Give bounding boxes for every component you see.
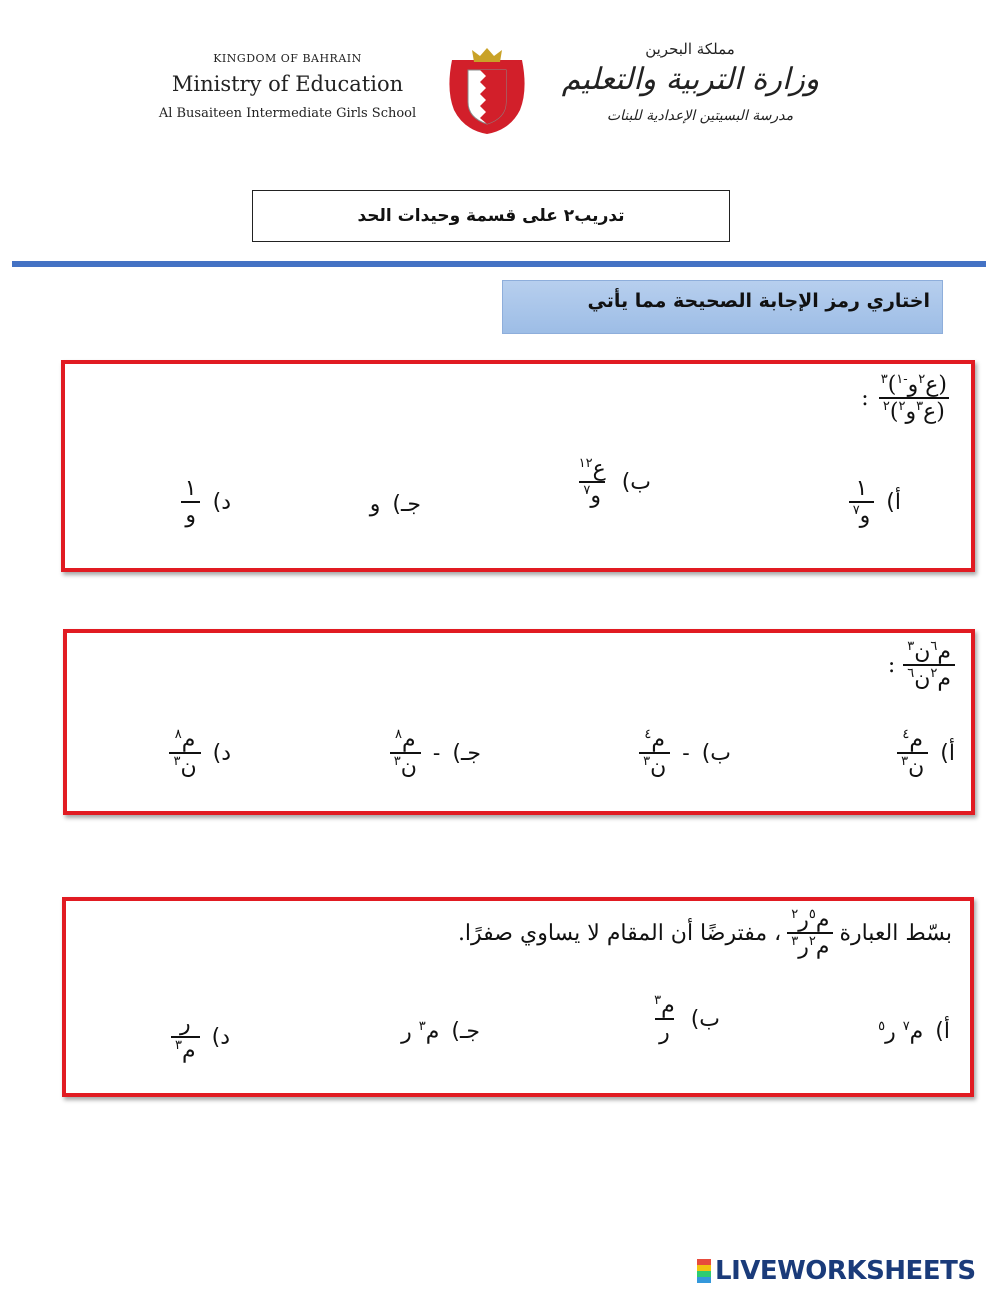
q3-option-d[interactable]: [171, 1011, 230, 1063]
instruction-banner: [502, 280, 943, 334]
q3-option-c[interactable]: جـ) م$^٣$ ر: [401, 1019, 480, 1045]
q2-option-b[interactable]: [639, 727, 731, 780]
q2-option-a[interactable]: [897, 727, 955, 780]
q1-c-value: و: [369, 492, 381, 517]
q3-d-label: د): [211, 1024, 230, 1050]
q2-option-d[interactable]: [169, 727, 231, 780]
q2-b-sign: -: [682, 740, 690, 766]
blue-divider: [12, 261, 986, 267]
q2-stem-fraction: $\frac{م^٦ن^٣}{م^٢ن^٦}$: [903, 639, 955, 692]
q2-a-label: أ): [940, 740, 955, 766]
q1-d-frac: $\frac{١}{\text{و}}$: [181, 476, 201, 528]
question-3: [62, 897, 974, 1097]
q1-a-label: أ): [886, 489, 901, 515]
q3-suffix: ، مفترضًا أن المقام لا يساوي صفرًا.: [457, 920, 782, 946]
q3-b-label: ب): [690, 1006, 720, 1032]
bahrain-crest-icon: [444, 40, 530, 136]
ministry-en: Ministry of Education: [171, 72, 404, 96]
q3-expression: $\frac{م^٥ر^٢}{م^٢ر^٣}$: [787, 907, 833, 960]
question-2: [63, 629, 975, 815]
q3-prompt: [458, 907, 952, 960]
q1-b-frac: $\frac{ع^{١٢}}{و^٧}$: [578, 456, 606, 509]
q2-c-frac: $\frac{م^٨}{ن^٣}$: [390, 727, 421, 780]
q1-option-a[interactable]: [849, 476, 901, 528]
q2-colon: :: [887, 652, 896, 678]
q2-stem: [888, 639, 955, 692]
q1-a-frac: $\frac{١}{و^٧}$: [849, 476, 875, 528]
kingdom-en: KINGDOM OF BAHRAIN: [213, 52, 362, 65]
q2-c-label: جـ): [452, 740, 481, 766]
q3-prefix: بسّط العبارة: [839, 920, 952, 946]
q3-d-frac: $\frac{\text{ر}}{م^٣}$: [171, 1011, 200, 1063]
q1-b-label: ب): [621, 469, 651, 495]
q1-stem: [861, 372, 951, 425]
q2-d-label: د): [212, 740, 231, 766]
q3-c-label: جـ): [451, 1019, 480, 1045]
q2-d-frac: $\frac{م^٨}{ن^٣}$: [169, 727, 200, 780]
q1-d-label: د): [212, 489, 231, 515]
q1-option-b[interactable]: [575, 456, 651, 509]
liveworksheets-logo-icon: [697, 1259, 711, 1283]
q1-colon: :: [861, 385, 869, 411]
worksheet-title: [252, 190, 730, 242]
q2-option-c[interactable]: [390, 727, 481, 780]
school-ar: مدرسة البسيتين الإعدادية للبنات: [606, 108, 794, 124]
instruction-text: اختاري رمز الإجابة الصحيحة مما يأتي: [587, 290, 930, 312]
q2-a-frac: $\frac{م^٤}{ن^٣}$: [897, 727, 928, 780]
q1-c-label: جـ): [392, 492, 421, 517]
kingdom-ar: مملكة البحرين: [645, 40, 735, 58]
ministry-ar: وزارة التربية والتعليم: [561, 62, 820, 97]
q2-b-frac: $\frac{م^٤}{ن^٣}$: [639, 727, 670, 780]
crest-crown: [472, 48, 502, 62]
q3-option-a[interactable]: أ) م$^٧$ ر$^٥$: [878, 1019, 950, 1045]
q3-a-label: أ): [935, 1019, 950, 1045]
q3-option-b[interactable]: [650, 993, 720, 1045]
q3-b-frac: $\frac{م^٣}{\text{ر}}$: [654, 993, 675, 1046]
q1-option-c[interactable]: [370, 492, 421, 517]
school-en: Al Busaiteen Intermediate Girls School: [158, 106, 417, 121]
q1-option-d[interactable]: [181, 476, 231, 528]
q2-c-sign: -: [432, 740, 441, 766]
q2-b-label: ب): [701, 740, 731, 766]
q1-stem-fraction: $\frac{(ع^٢و^{-١})^٣}{(ع^٣و^٢)^٢}$: [880, 372, 947, 425]
question-1: [61, 360, 975, 572]
liveworksheets-brand[interactable]: [697, 1255, 997, 1287]
liveworksheets-text: LIVEWORKSHEETS: [715, 1256, 976, 1286]
worksheet-title-text: تدريب٢ على قسمة وحيدات الحد: [357, 206, 625, 226]
